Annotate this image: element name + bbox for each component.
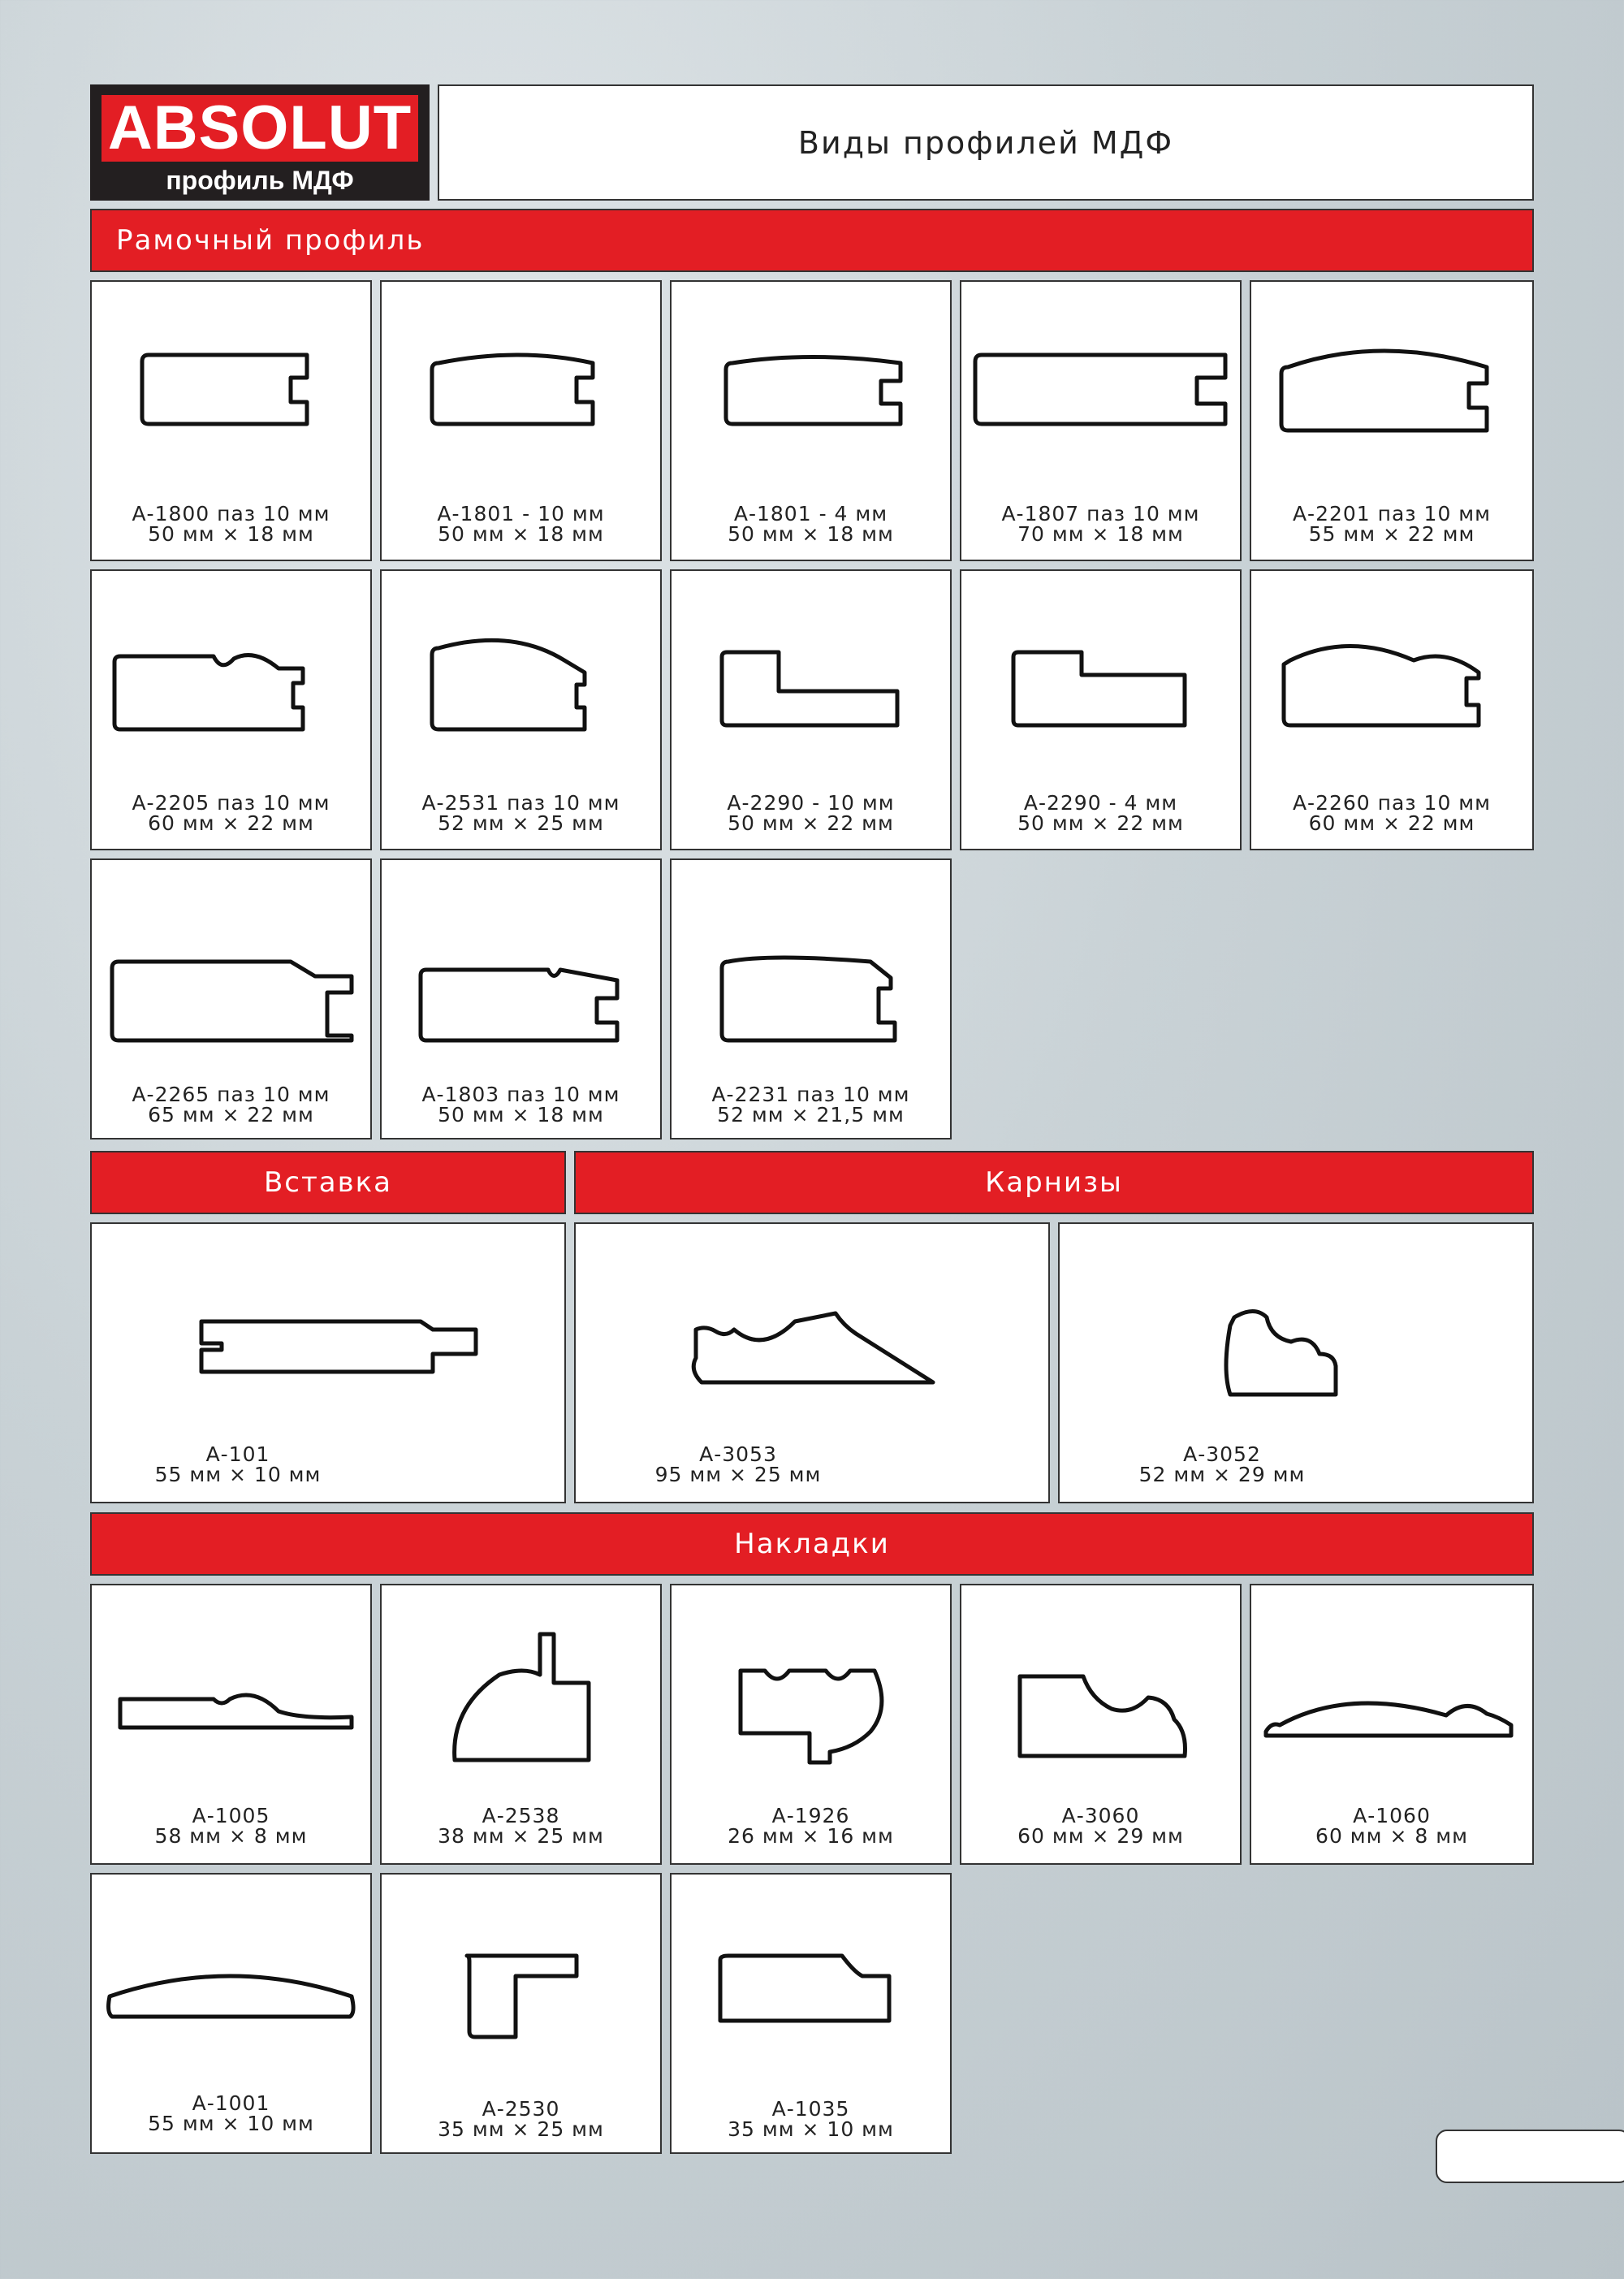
page-title: Виды профилей МДФ xyxy=(438,84,1534,201)
profile-size: 50 мм × 18 мм xyxy=(438,522,604,546)
profile-code: А-1807 паз 10 мм xyxy=(1001,502,1200,525)
profile-code: А-2205 паз 10 мм xyxy=(132,791,330,815)
profile-size: 52 мм × 21,5 мм xyxy=(717,1103,905,1127)
section-frame-profiles: Рамочный профиль xyxy=(90,209,1534,272)
profile-code: А-1060 xyxy=(1353,1804,1431,1827)
profile-card xyxy=(670,858,952,1140)
profile-size: 38 мм × 25 мм xyxy=(438,1824,604,1848)
brand-logo xyxy=(90,84,430,201)
profile-code: А-3060 xyxy=(1061,1804,1140,1827)
profile-size: 58 мм × 8 мм xyxy=(154,1824,308,1848)
profile-card xyxy=(1250,280,1534,561)
profile-code: А-1801 - 10 мм xyxy=(437,502,605,525)
profile-code: А-2290 - 4 мм xyxy=(1023,791,1178,815)
profile-code: А-2530 xyxy=(482,2097,560,2121)
profile-size: 95 мм × 25 мм xyxy=(654,1463,822,1486)
profile-card xyxy=(960,1584,1242,1865)
profile-card xyxy=(380,280,662,561)
profile-code: А-1005 xyxy=(192,1804,270,1827)
profile-code: А-1801 - 4 мм xyxy=(733,502,888,525)
profile-card xyxy=(670,569,952,850)
profile-code: А-2231 паз 10 мм xyxy=(711,1083,910,1106)
profile-size: 26 мм × 16 мм xyxy=(728,1824,894,1848)
logo-subtitle: профиль МДФ xyxy=(166,166,354,195)
profile-card xyxy=(90,1584,372,1865)
profile-size: 35 мм × 10 мм xyxy=(728,2117,894,2141)
profile-code: А-3052 xyxy=(1183,1442,1261,1466)
profile-card xyxy=(90,1873,372,2154)
profile-card xyxy=(380,858,662,1140)
profile-code: А-2531 паз 10 мм xyxy=(421,791,620,815)
profile-size: 60 мм × 22 мм xyxy=(148,811,314,835)
profile-size: 50 мм × 22 мм xyxy=(728,811,894,835)
profile-size: 50 мм × 18 мм xyxy=(438,1103,604,1127)
profile-card xyxy=(1250,1584,1534,1865)
profile-code: А-2201 паз 10 мм xyxy=(1292,502,1492,525)
profile-card xyxy=(1250,569,1534,850)
profile-code: А-2538 xyxy=(482,1804,560,1827)
profile-card xyxy=(960,569,1242,850)
profile-size: 55 мм × 10 мм xyxy=(148,2112,314,2135)
profile-card xyxy=(670,280,952,561)
profile-card xyxy=(380,1873,662,2154)
logo-brand-text: ABSOLUT xyxy=(102,95,418,162)
profile-code: А-2290 - 10 мм xyxy=(727,791,895,815)
profile-size: 55 мм × 22 мм xyxy=(1308,522,1475,546)
profile-code: А-1926 xyxy=(771,1804,850,1827)
profile-card xyxy=(670,1873,952,2154)
profile-code: А-1001 xyxy=(192,2091,270,2115)
profile-size: 60 мм × 29 мм xyxy=(1017,1824,1184,1848)
profile-code: А-1800 паз 10 мм xyxy=(132,502,330,525)
profile-code: А-1803 паз 10 мм xyxy=(421,1083,620,1106)
profile-card xyxy=(90,1222,566,1503)
profile-code: А-1035 xyxy=(771,2097,850,2121)
profile-size: 60 мм × 22 мм xyxy=(1308,811,1475,835)
profile-size: 50 мм × 18 мм xyxy=(148,522,314,546)
profile-size: 65 мм × 22 мм xyxy=(148,1103,314,1127)
profile-card xyxy=(90,280,372,561)
profile-card xyxy=(1058,1222,1534,1503)
profile-card xyxy=(670,1584,952,1865)
profile-card xyxy=(960,280,1242,561)
profile-size: 50 мм × 22 мм xyxy=(1017,811,1184,835)
profile-size: 35 мм × 25 мм xyxy=(438,2117,604,2141)
profile-size: 52 мм × 29 мм xyxy=(1138,1463,1306,1486)
profile-card xyxy=(90,858,372,1140)
profile-size: 50 мм × 18 мм xyxy=(728,522,894,546)
profile-code: А-3053 xyxy=(699,1442,777,1466)
section-insert: Вставка xyxy=(90,1151,566,1214)
profile-code: А-101 xyxy=(205,1442,270,1466)
profile-card xyxy=(380,1584,662,1865)
profile-card xyxy=(574,1222,1050,1503)
profile-code: А-2260 паз 10 мм xyxy=(1292,791,1492,815)
profile-size: 55 мм × 10 мм xyxy=(154,1463,322,1486)
profile-size: 70 мм × 18 мм xyxy=(1017,522,1184,546)
section-overlays: Накладки xyxy=(90,1512,1534,1576)
section-cornices: Карнизы xyxy=(574,1151,1534,1214)
profile-code: А-2265 паз 10 мм xyxy=(132,1083,330,1106)
page-tab xyxy=(1436,2130,1624,2183)
profile-card xyxy=(90,569,372,850)
profile-size: 52 мм × 25 мм xyxy=(438,811,604,835)
profile-size: 60 мм × 8 мм xyxy=(1315,1824,1468,1848)
profile-card xyxy=(380,569,662,850)
